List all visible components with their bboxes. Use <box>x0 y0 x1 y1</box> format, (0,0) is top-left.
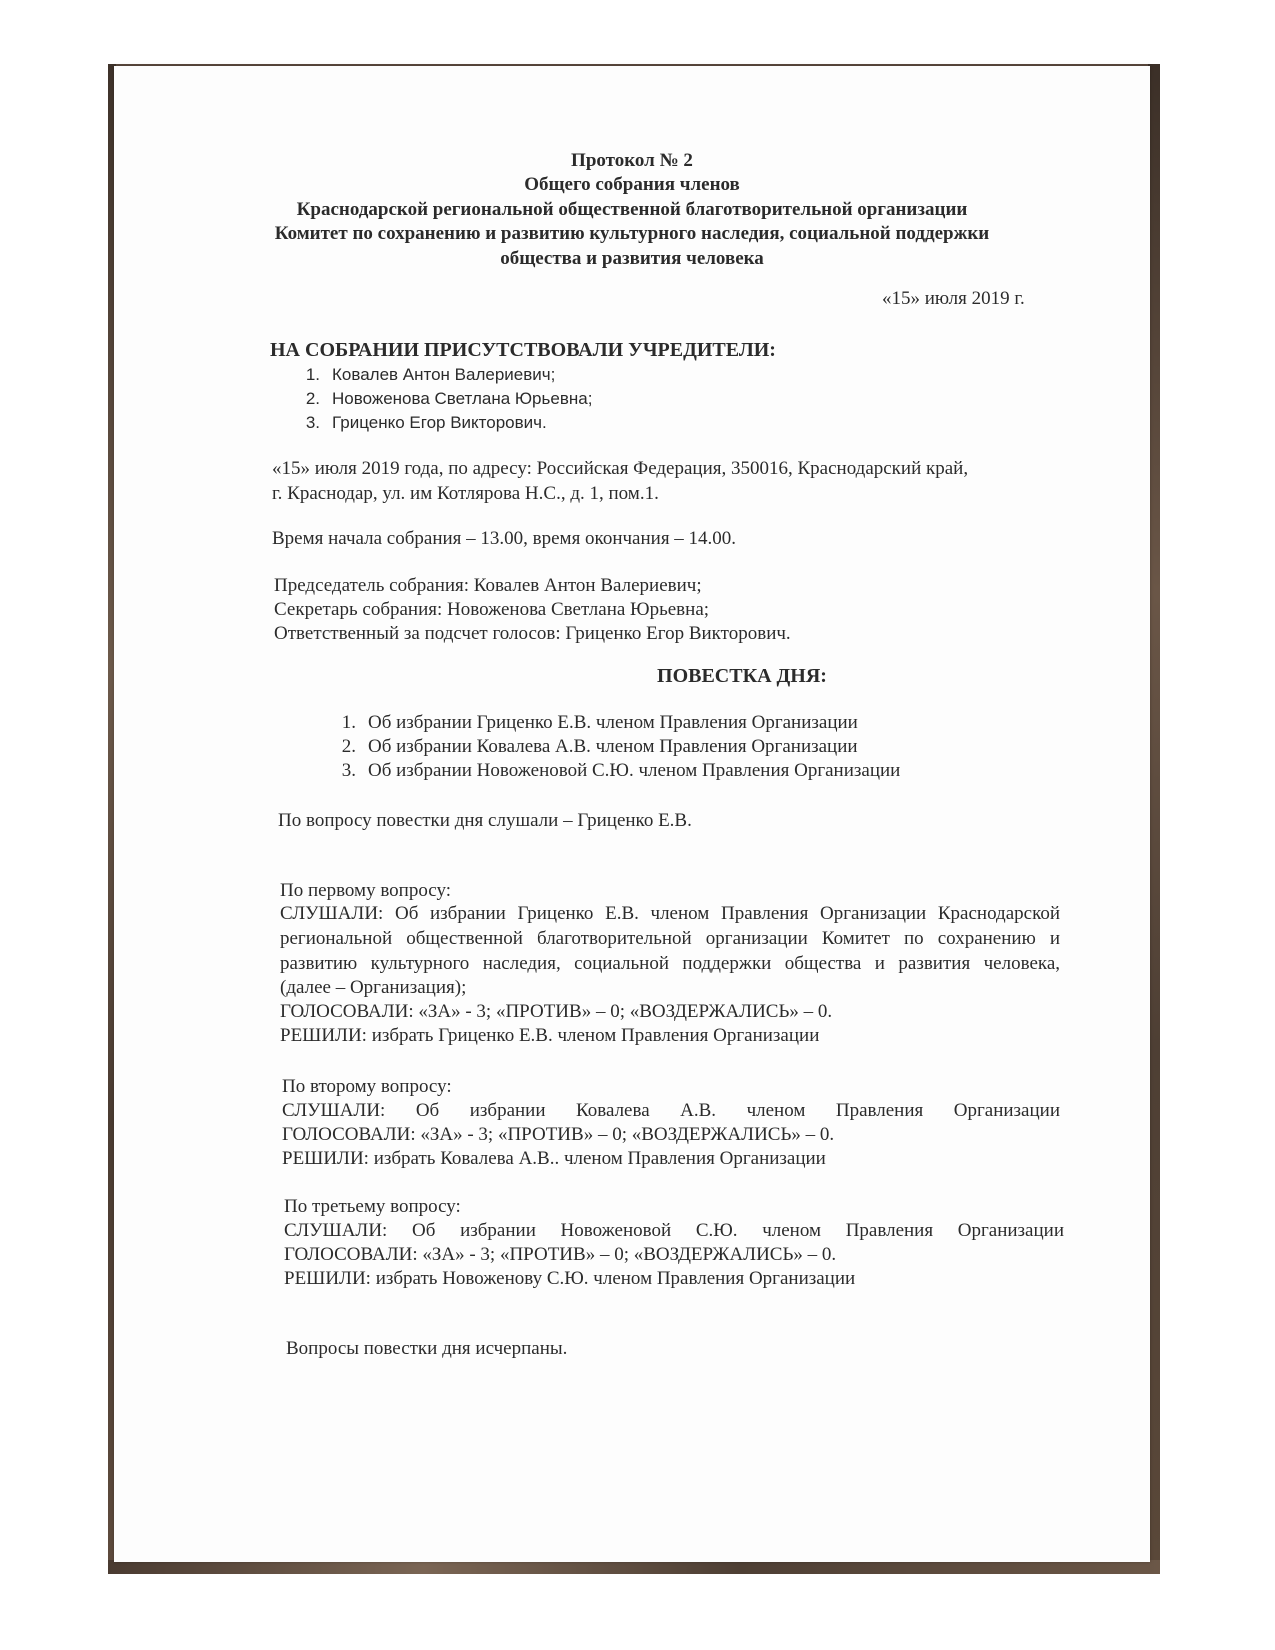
protocol-subtitle: Общего собрания членов <box>524 174 740 195</box>
q2-voted: ГОЛОСОВАЛИ: «ЗА» - 3; «ПРОТИВ» – 0; «ВОЗДЕРЖАЛИСЬ» – 0. <box>282 1124 835 1145</box>
attendee-name: Новоженова Светлана Юрьевна; <box>332 389 593 408</box>
agenda-speaker: По вопросу повестки дня слушали – Гриценко Е.В. <box>278 810 692 831</box>
attendees-heading: НА СОБРАНИИ ПРИСУТСТВОВАЛИ УЧРЕДИТЕЛИ: <box>270 339 776 361</box>
organization-name-line2: Комитет по сохранению и развитию культурного наследия, социальной поддержки <box>274 223 990 244</box>
protocol-date: «15» июля 2019 г. <box>882 288 1025 309</box>
table-edge-bottom <box>108 1560 1160 1574</box>
q3-decided: РЕШИЛИ: избрать Новоженову С.Ю. членом Правления Организации <box>284 1268 856 1289</box>
agenda-heading: ПОВЕСТКА ДНЯ: <box>657 665 827 687</box>
q1-decided: РЕШИЛИ: избрать Гриценко Е.В. членом Правления Организации <box>280 1025 820 1046</box>
agenda-item <box>326 734 858 759</box>
meeting-location-line2: г. Краснодар, ул. им Котлярова Н.С., д. 1, пом.1. <box>272 483 659 504</box>
organization-name-line1: Краснодарской региональной общественной благотворительной организации <box>296 199 968 220</box>
agenda-item <box>326 758 900 783</box>
meeting-chair: Председатель собрания: Ковалев Антон Валериевич; <box>274 575 702 596</box>
attendee-number: 1. <box>305 365 320 384</box>
q1-voted: ГОЛОСОВАЛИ: «ЗА» - 3; «ПРОТИВ» – 0; «ВОЗДЕРЖАЛИСЬ» – 0. <box>280 1001 833 1022</box>
agenda-text: Об избрании Гриценко Е.В. членом Правления Организации <box>368 712 858 733</box>
q3-heard: СЛУШАЛИ: Об избрании Новоженовой С.Ю. членом Правления Организации <box>284 1220 1064 1241</box>
protocol-title: Протокол № 2 <box>571 150 693 171</box>
meeting-secretary: Секретарь собрания: Новоженова Светлана Юрьевна; <box>274 599 710 620</box>
q3-title: По третьему вопросу: <box>284 1196 461 1217</box>
agenda-item <box>326 710 858 735</box>
q2-title: По второму вопросу: <box>282 1076 452 1097</box>
document-page <box>114 66 1150 1562</box>
agenda-number: 2. <box>341 736 356 757</box>
agenda-text: Об избрании Ковалева А.В. членом Правления Организации <box>368 736 858 757</box>
q1-heard-line2: региональной общественной благотворительной организации Комитет по сохранению и <box>280 928 1060 949</box>
organization-name-line3: общества и развития человека <box>500 248 764 269</box>
attendee-item <box>290 362 555 387</box>
meeting-time: Время начала собрания – 13.00, время окончания – 14.00. <box>272 528 737 549</box>
agenda-text: Об избрании Новоженовой С.Ю. членом Правления Организации <box>368 760 901 781</box>
attendee-name: Гриценко Егор Викторович. <box>332 413 547 432</box>
agenda-number: 3. <box>341 760 356 781</box>
attendee-item <box>290 410 547 435</box>
q1-heard-line3: развитию культурного наследия, социальной поддержки общества и развития человека, <box>280 953 1060 974</box>
q1-heard-line4: (далее – Организация); <box>280 977 467 998</box>
attendee-number: 3. <box>305 413 320 432</box>
agenda-number: 1. <box>341 712 356 733</box>
q2-decided: РЕШИЛИ: избрать Ковалева А.В.. членом Правления Организации <box>282 1148 826 1169</box>
q3-voted: ГОЛОСОВАЛИ: «ЗА» - 3; «ПРОТИВ» – 0; «ВОЗДЕРЖАЛИСЬ» – 0. <box>284 1244 837 1265</box>
q1-heard-line1: СЛУШАЛИ: Об избрании Гриценко Е.В. членом Правления Организации Краснодарской <box>280 903 1060 924</box>
attendee-name: Ковалев Антон Валериевич; <box>332 365 556 384</box>
closing-statement: Вопросы повестки дня исчерпаны. <box>286 1338 568 1359</box>
attendee-number: 2. <box>305 389 320 408</box>
vote-counter: Ответственный за подсчет голосов: Гриценко Егор Викторович. <box>274 623 791 644</box>
attendee-item <box>290 386 592 411</box>
q1-title: По первому вопросу: <box>280 880 452 901</box>
meeting-location-line1: «15» июля 2019 года, по адресу: Российская Федерация, 350016, Краснодарский край, <box>272 458 969 479</box>
q2-heard: СЛУШАЛИ: Об избрании Ковалева А.В. членом Правления Организации <box>282 1100 1060 1121</box>
